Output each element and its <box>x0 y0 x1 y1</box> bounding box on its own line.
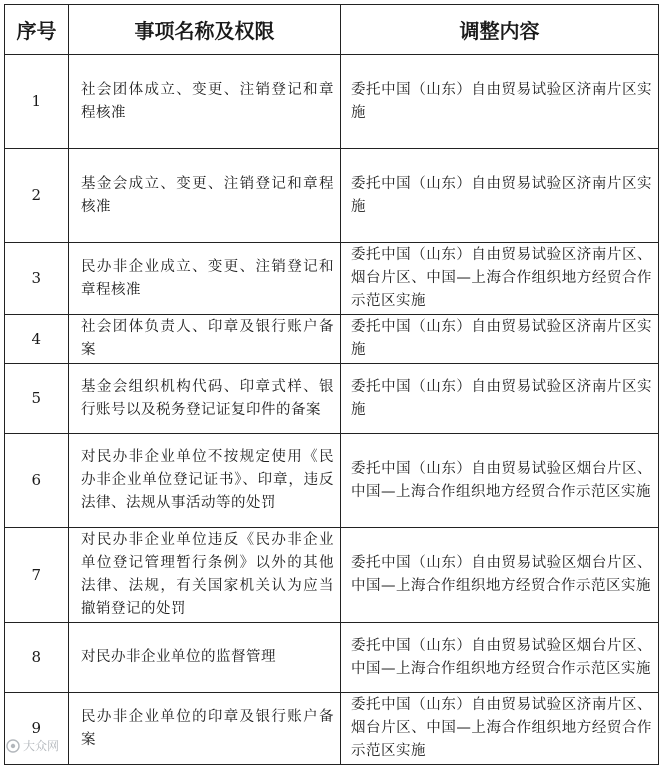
row-item: 社会团体负责人、印章及银行账户备案 <box>69 315 341 364</box>
row-item: 对民办非企业单位违反《民办非企业单位登记管理暂行条例》以外的其他法律、法规，有关国家机关认为应当撤销登记的处罚 <box>69 528 341 623</box>
row-adjustment: 委托中国（山东）自由贸易试验区济南片区、烟台片区、中国—上海合作组织地方经贸合作示范区实施 <box>341 243 659 315</box>
header-serial-number: 序号 <box>5 5 69 55</box>
row-adjustment: 委托中国（山东）自由贸易试验区济南片区实施 <box>341 55 659 149</box>
row-item: 社会团体成立、变更、注销登记和章程核准 <box>69 55 341 149</box>
table-row <box>5 434 659 528</box>
table-row <box>5 55 659 149</box>
header-item-name: 事项名称及权限 <box>69 5 341 55</box>
row-item: 民办非企业成立、变更、注销登记和章程核准 <box>69 243 341 315</box>
row-number: 2 <box>5 149 69 243</box>
row-item: 基金会组织机构代码、印章式样、银行账号以及税务登记证复印件的备案 <box>69 364 341 434</box>
table-row <box>5 693 659 765</box>
row-number: 8 <box>5 623 69 693</box>
row-adjustment: 委托中国（山东）自由贸易试验区烟台片区、中国—上海合作组织地方经贸合作示范区实施 <box>341 528 659 623</box>
row-adjustment: 委托中国（山东）自由贸易试验区济南片区、烟台片区、中国—上海合作组织地方经贸合作示范区实施 <box>341 693 659 765</box>
row-item: 基金会成立、变更、注销登记和章程核准 <box>69 149 341 243</box>
watermark <box>6 737 59 754</box>
table-row <box>5 364 659 434</box>
row-number: 6 <box>5 434 69 528</box>
watermark-logo-icon <box>6 739 20 753</box>
policy-table <box>4 4 659 765</box>
row-number: 4 <box>5 315 69 364</box>
header-row <box>5 5 659 55</box>
row-adjustment: 委托中国（山东）自由贸易试验区烟台片区、中国—上海合作组织地方经贸合作示范区实施 <box>341 623 659 693</box>
row-adjustment: 委托中国（山东）自由贸易试验区济南片区实施 <box>341 149 659 243</box>
row-adjustment: 委托中国（山东）自由贸易试验区济南片区实施 <box>341 315 659 364</box>
row-item: 对民办非企业单位的监督管理 <box>69 623 341 693</box>
watermark-text: 大众网 <box>23 739 60 753</box>
table-row <box>5 243 659 315</box>
row-item: 民办非企业单位的印章及银行账户备案 <box>69 693 341 765</box>
row-number: 9 <box>5 693 69 765</box>
row-number: 5 <box>5 364 69 434</box>
row-item: 对民办非企业单位不按规定使用《民办非企业单位登记证书》、印章，违反法律、法规从事活动等的处罚 <box>69 434 341 528</box>
table-row <box>5 315 659 364</box>
table-row <box>5 149 659 243</box>
row-number: 1 <box>5 55 69 149</box>
row-adjustment: 委托中国（山东）自由贸易试验区济南片区实施 <box>341 364 659 434</box>
row-number: 7 <box>5 528 69 623</box>
table-row <box>5 623 659 693</box>
row-number: 3 <box>5 243 69 315</box>
row-adjustment: 委托中国（山东）自由贸易试验区烟台片区、中国—上海合作组织地方经贸合作示范区实施 <box>341 434 659 528</box>
table-row <box>5 528 659 623</box>
header-adjustment: 调整内容 <box>341 5 659 55</box>
